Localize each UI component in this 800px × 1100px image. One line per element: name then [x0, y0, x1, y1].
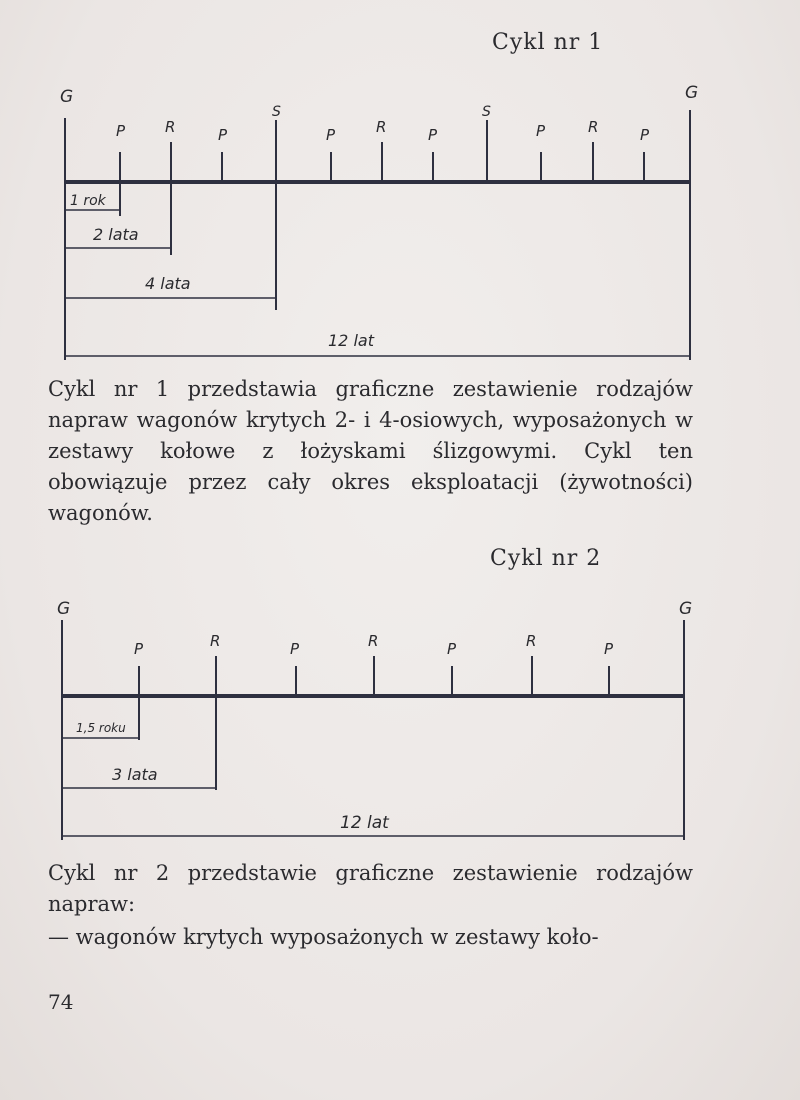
- marker-p: P: [134, 640, 144, 658]
- cycle-1-diagram: [0, 80, 800, 370]
- marker-g-start: G: [57, 599, 71, 619]
- marker-p: P: [536, 122, 546, 140]
- marker-p: P: [326, 126, 336, 144]
- dimension-2-years: 2 lata: [93, 225, 139, 244]
- page-number: 74: [48, 990, 74, 1014]
- dimension-4-years: 4 lata: [145, 274, 191, 293]
- paragraph-cycle-2: Cykl nr 2 przedstawie graficzne zestawienie rodzajów napraw:: [48, 861, 693, 916]
- marker-g-end: G: [685, 83, 699, 103]
- marker-g-end: G: [679, 599, 693, 619]
- paragraph-cycle-1: Cykl nr 1 przedstawia graficzne zestawienie rodzajów napraw wagonów krytych 2- i 4-osiowych, wyposażonych w zestawy kołowe z łożyskami ślizgowymi. Cykl ten obowiązuje przez cały okres eksploatacji (żywotności) wagonów.: [48, 377, 693, 525]
- marker-r: R: [368, 632, 379, 650]
- marker-r: R: [210, 632, 221, 650]
- dimension-12-years: 12 lat: [328, 331, 374, 350]
- marker-s: S: [272, 104, 281, 120]
- cycle-2-heading: Cykl nr 2: [490, 546, 602, 571]
- marker-p: P: [428, 126, 438, 144]
- dimension-12-years: 12 lat: [340, 813, 389, 833]
- marker-r: R: [526, 632, 537, 650]
- dimension-1-5-years: 1,5 roku: [76, 721, 126, 735]
- marker-p: P: [604, 640, 614, 658]
- marker-p: P: [116, 122, 126, 140]
- marker-g-start: G: [60, 87, 74, 107]
- marker-r: R: [588, 118, 599, 136]
- marker-p: P: [447, 640, 457, 658]
- dimension-3-years: 3 lata: [112, 765, 158, 784]
- cycle-2-diagram: [0, 590, 800, 850]
- marker-s: S: [482, 104, 491, 120]
- marker-r: R: [376, 118, 387, 136]
- cycle-1-heading: Cykl nr 1: [492, 30, 604, 55]
- bullet-item: — wagonów krytych wyposażonych w zestawy koło-: [48, 925, 599, 949]
- marker-r: R: [165, 118, 176, 136]
- dimension-1-year: 1 rok: [70, 193, 106, 209]
- marker-p: P: [218, 126, 228, 144]
- marker-p: P: [640, 126, 650, 144]
- marker-p: P: [290, 640, 300, 658]
